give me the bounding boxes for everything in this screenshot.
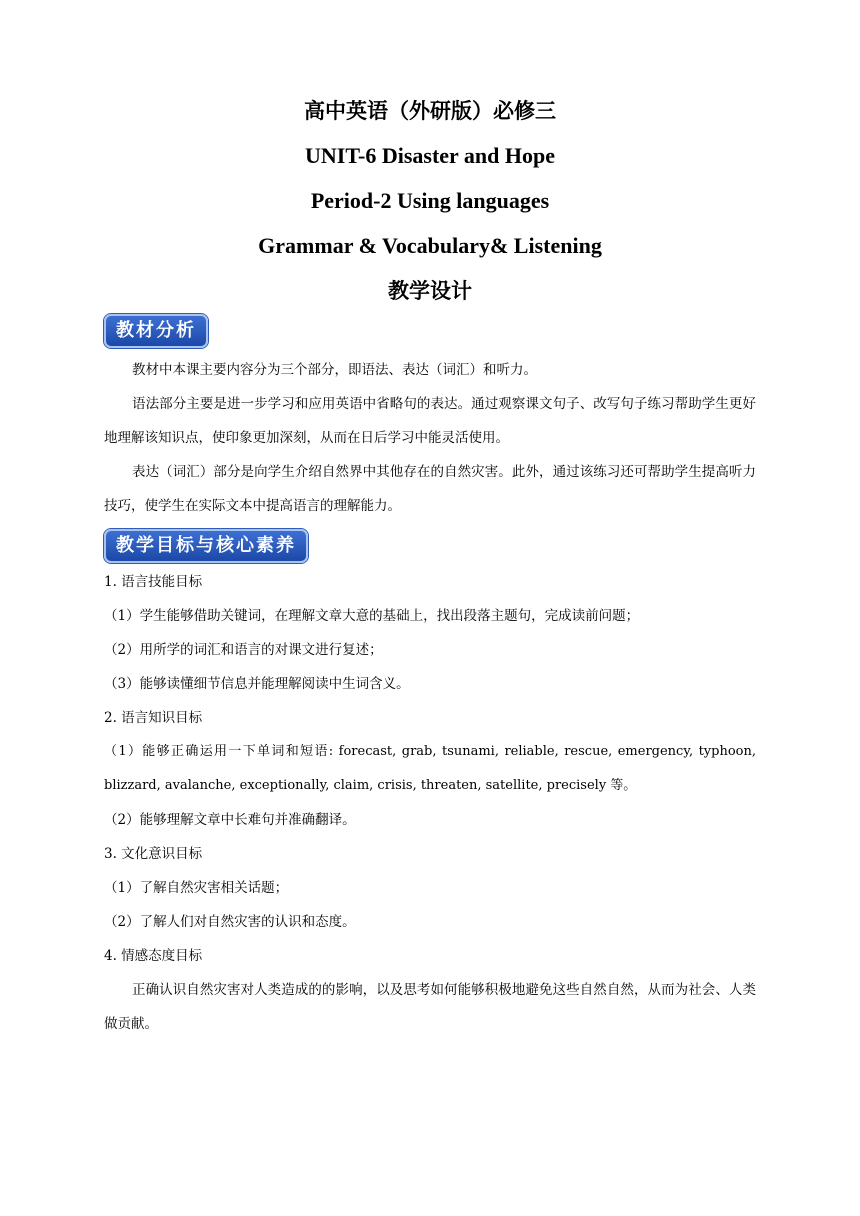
period-title: Period-2 Using languages	[310, 188, 550, 213]
goal-3-item-2: （2）了解人们对自然灾害的认识和态度。	[104, 914, 356, 930]
design-title: 教学设计	[388, 278, 472, 303]
analysis-paragraph-2: 语法部分主要是进一步学习和应用英语中省略句的表达。通过观察课文句子、改写句子练习帮助学生更好地理解该知识点，使印象更加深刻，从而在日后学习中能灵活使用。	[104, 396, 756, 446]
goal-1-item-2: （2）用所学的词汇和语言的对课文进行复述；	[104, 642, 383, 658]
goal-4-heading: 4. 情感态度目标	[104, 948, 203, 964]
analysis-paragraph-1: 教材中本课主要内容分为三个部分，即语法、表达（词汇）和听力。	[132, 362, 537, 378]
title-block	[0, 88, 860, 313]
analysis-paragraph-3: 表达（词汇）部分是向学生介绍自然界中其他存在的自然灾害。此外，通过该练习还可帮助学生提高听力技巧，使学生在实际文本中提高语言的理解能力。	[104, 464, 756, 514]
goal-3-item-1: （1）了解自然灾害相关话题；	[104, 880, 289, 896]
goal-2-item-1-line-1: （1）能够正确运用一下单词和短语: forecast, grab, tsunami, reliable, rescue, emergency, typhoon,	[104, 744, 756, 759]
goal-1-item-1: （1）学生能够借助关键词，在理解文章大意的基础上，找出段落主题句，完成读前问题；	[104, 608, 640, 624]
goal-3-heading: 3. 文化意识目标	[104, 846, 203, 862]
course-title: 高中英语（外研版）必修三	[304, 98, 556, 123]
section-badge-material-analysis: 教材分析	[104, 314, 208, 348]
goal-1-item-3: （3）能够读懂细节信息并能理解阅读中生词含义。	[104, 676, 410, 692]
unit-title: UNIT-6 Disaster and Hope	[305, 143, 555, 168]
goal-1-heading: 1. 语言技能目标	[104, 574, 203, 590]
goal-4-paragraph: 正确认识自然灾害对人类造成的的影响，以及思考如何能够积极地避免这些自然自然，从而为社会、人类做贡献。	[104, 982, 756, 1032]
goal-2-heading: 2. 语言知识目标	[104, 710, 203, 726]
goal-2-item-1-line-2: blizzard, avalanche, exceptionally, claim, crisis, threaten, satellite, precisely 等。	[104, 778, 637, 793]
topic-title: Grammar & Vocabulary& Listening	[258, 233, 602, 258]
goal-2-item-2: （2）能够理解文章中长难句并准确翻译。	[104, 812, 356, 828]
section-badge-teaching-goals: 教学目标与核心素养	[104, 529, 308, 563]
